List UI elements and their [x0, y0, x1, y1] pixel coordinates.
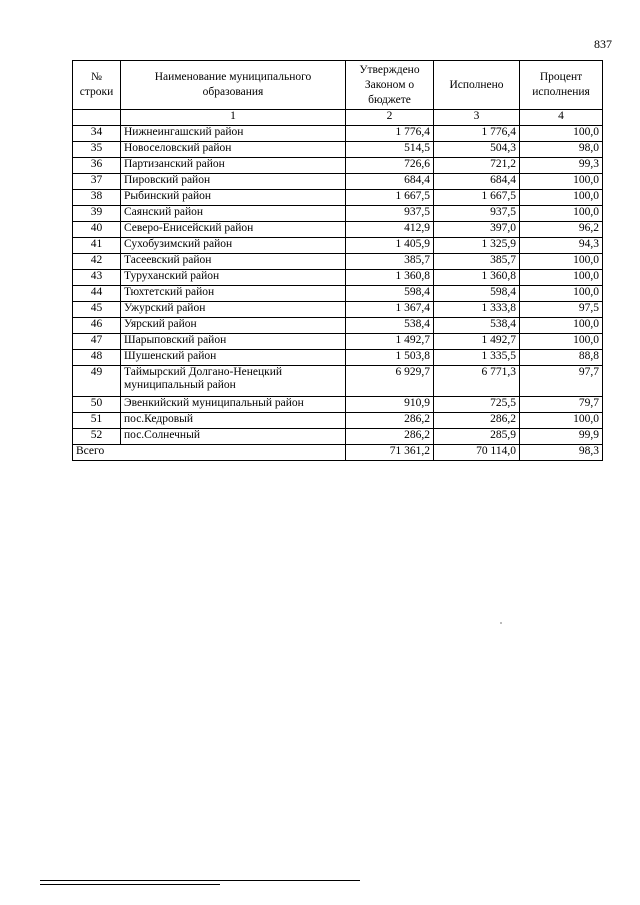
municipality-name: Эвенкийский муниципальный район: [121, 397, 346, 413]
row-number: 40: [73, 222, 121, 238]
row-number: 42: [73, 254, 121, 270]
percent-value: 100,0: [520, 334, 603, 350]
table-row: [73, 350, 603, 366]
table-row: [73, 334, 603, 350]
column-number: 4: [520, 110, 603, 126]
approved-value: 1 667,5: [346, 190, 434, 206]
percent-value: 100,0: [520, 270, 603, 286]
table-header-row: [73, 61, 603, 110]
approved-value: 286,2: [346, 413, 434, 429]
row-number: 52: [73, 429, 121, 445]
row-number: 37: [73, 174, 121, 190]
municipality-name: Тасеевский район: [121, 254, 346, 270]
approved-value: 538,4: [346, 318, 434, 334]
table-row: [73, 397, 603, 413]
executed-value: 721,2: [434, 158, 520, 174]
approved-value: 1 405,9: [346, 238, 434, 254]
header-municipality-name: Наименование муниципального образования: [121, 61, 346, 110]
percent-value: 100,0: [520, 206, 603, 222]
approved-value: 726,6: [346, 158, 434, 174]
municipality-name: Партизанский район: [121, 158, 346, 174]
table-row: [73, 174, 603, 190]
row-number: 41: [73, 238, 121, 254]
table-row: [73, 126, 603, 142]
percent-value: 97,7: [520, 366, 603, 397]
table-row: [73, 413, 603, 429]
municipality-name: Шарыповский район: [121, 334, 346, 350]
row-number: 49: [73, 366, 121, 397]
total-approved: 71 361,2: [346, 445, 434, 461]
municipality-name: пос.Кедровый: [121, 413, 346, 429]
row-number: 51: [73, 413, 121, 429]
approved-value: 412,9: [346, 222, 434, 238]
table-body: [73, 126, 603, 445]
municipality-name: Шушенский район: [121, 350, 346, 366]
table-row: [73, 286, 603, 302]
municipality-name: Тюхтетский район: [121, 286, 346, 302]
table-row: [73, 366, 603, 397]
percent-value: 100,0: [520, 286, 603, 302]
table-row: [73, 206, 603, 222]
executed-value: 286,2: [434, 413, 520, 429]
municipality-name: Уярский район: [121, 318, 346, 334]
executed-value: 1 776,4: [434, 126, 520, 142]
percent-value: 98,0: [520, 142, 603, 158]
executed-value: 1 325,9: [434, 238, 520, 254]
municipality-name: Таймырский Долгано-Ненецкий муниципальный район: [121, 366, 346, 397]
municipality-name: Туруханский район: [121, 270, 346, 286]
percent-value: 100,0: [520, 413, 603, 429]
total-label: Всего: [73, 445, 346, 461]
table-row: [73, 270, 603, 286]
percent-value: 100,0: [520, 174, 603, 190]
header-approved: Утверждено Законом о бюджете: [346, 61, 434, 110]
executed-value: 385,7: [434, 254, 520, 270]
executed-value: 1 360,8: [434, 270, 520, 286]
row-number: 50: [73, 397, 121, 413]
header-percent: Процент исполнения: [520, 61, 603, 110]
row-number: 43: [73, 270, 121, 286]
approved-value: 6 929,7: [346, 366, 434, 397]
row-number: 38: [73, 190, 121, 206]
municipality-name: пос.Солнечный: [121, 429, 346, 445]
percent-value: 96,2: [520, 222, 603, 238]
percent-value: 100,0: [520, 254, 603, 270]
scan-speck: [500, 622, 502, 624]
executed-value: 1 667,5: [434, 190, 520, 206]
municipality-name: Северо-Енисейский район: [121, 222, 346, 238]
executed-value: 684,4: [434, 174, 520, 190]
header-executed: Исполнено: [434, 61, 520, 110]
percent-value: 88,8: [520, 350, 603, 366]
executed-value: 6 771,3: [434, 366, 520, 397]
row-number: 46: [73, 318, 121, 334]
executed-value: 538,4: [434, 318, 520, 334]
percent-value: 94,3: [520, 238, 603, 254]
approved-value: 1 776,4: [346, 126, 434, 142]
table-row: [73, 238, 603, 254]
header-row-number: № строки: [73, 61, 121, 110]
approved-value: 1 503,8: [346, 350, 434, 366]
approved-value: 286,2: [346, 429, 434, 445]
table-row: [73, 429, 603, 445]
executed-value: 397,0: [434, 222, 520, 238]
approved-value: 684,4: [346, 174, 434, 190]
approved-value: 1 367,4: [346, 302, 434, 318]
municipality-name: Саянский район: [121, 206, 346, 222]
executed-value: 285,9: [434, 429, 520, 445]
approved-value: 1 360,8: [346, 270, 434, 286]
executed-value: 725,5: [434, 397, 520, 413]
row-number: 47: [73, 334, 121, 350]
footer-rule: [40, 880, 360, 881]
table-row: [73, 254, 603, 270]
row-number: 34: [73, 126, 121, 142]
percent-value: 79,7: [520, 397, 603, 413]
column-number: [73, 110, 121, 126]
municipality-name: Рыбинский район: [121, 190, 346, 206]
row-number: 45: [73, 302, 121, 318]
municipality-name: Пировский район: [121, 174, 346, 190]
executed-value: 598,4: [434, 286, 520, 302]
municipality-name: Нижнеингашский район: [121, 126, 346, 142]
percent-value: 97,5: [520, 302, 603, 318]
total-executed: 70 114,0: [434, 445, 520, 461]
total-percent: 98,3: [520, 445, 603, 461]
table-row: [73, 142, 603, 158]
table-row: [73, 222, 603, 238]
row-number: 35: [73, 142, 121, 158]
percent-value: 100,0: [520, 126, 603, 142]
row-number: 39: [73, 206, 121, 222]
executed-value: 504,3: [434, 142, 520, 158]
approved-value: 514,5: [346, 142, 434, 158]
executed-value: 1 335,5: [434, 350, 520, 366]
table-row: [73, 318, 603, 334]
percent-value: 100,0: [520, 318, 603, 334]
table-row: [73, 158, 603, 174]
approved-value: 937,5: [346, 206, 434, 222]
approved-value: 910,9: [346, 397, 434, 413]
executed-value: 937,5: [434, 206, 520, 222]
percent-value: 100,0: [520, 190, 603, 206]
approved-value: 598,4: [346, 286, 434, 302]
percent-value: 99,9: [520, 429, 603, 445]
executed-value: 1 492,7: [434, 334, 520, 350]
total-row: [73, 445, 603, 461]
municipality-name: Новоселовский район: [121, 142, 346, 158]
column-number-row: [73, 110, 603, 126]
column-number: 3: [434, 110, 520, 126]
municipality-name: Сухобузимский район: [121, 238, 346, 254]
table-row: [73, 302, 603, 318]
table-row: [73, 190, 603, 206]
page-number: 837: [594, 37, 612, 51]
row-number: 36: [73, 158, 121, 174]
budget-execution-table: [72, 60, 603, 461]
column-number: 1: [121, 110, 346, 126]
column-number: 2: [346, 110, 434, 126]
approved-value: 1 492,7: [346, 334, 434, 350]
municipality-name: Ужурский район: [121, 302, 346, 318]
percent-value: 99,3: [520, 158, 603, 174]
row-number: 48: [73, 350, 121, 366]
footer-rule-short: [40, 884, 220, 885]
row-number: 44: [73, 286, 121, 302]
executed-value: 1 333,8: [434, 302, 520, 318]
approved-value: 385,7: [346, 254, 434, 270]
